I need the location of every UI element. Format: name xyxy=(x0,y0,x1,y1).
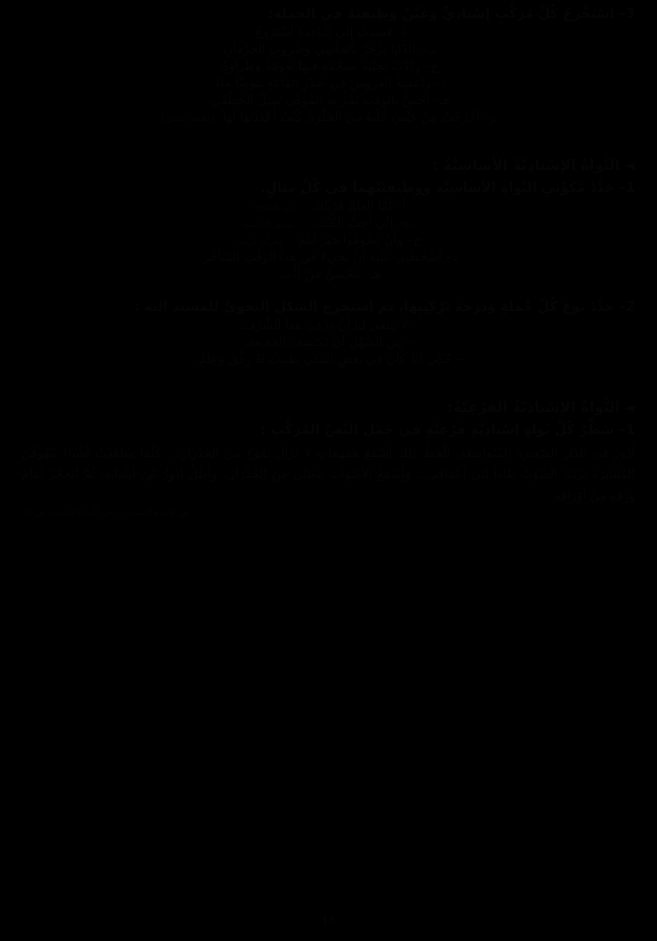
section-1-exercise-1-prompt: 1– حَدِّدْ مُكَوِّنَيِ النَّواةِ الأساسِيَّةِ ووظيفتَيْهِما في كُلِّ مثالٍ. xyxy=(260,180,635,196)
section-2-passage: أدُورُ في الدَّارِ الصَّغِيرَةِ المُتَواضِعَةِ، ألْحَظُ ذَلِكَ أسْمَعُ هَمَهَمَاتٍ لاَ تَزَالُ تَقْوَحُ مِنَ الجُدْرَانِ... كُلَّمَا شَاهَدْتُ أشْيَاءَ يَنْهُوفُنَ المُتَناثِرَةَ يَزْدَادُ الصَّوْتُ نَفَاذاً إلى أعْمَاقِي... وَأسْمَعُ الأصْوَاتَ تَتَعَالَى مِنَ الجُدْرَانِ، وَأظَلُّ أدُورُ بَيْنَ أشْيائِهِ، ثُمَّ أتَحَجَّرُ أمَامَ وَرَقَةٍ مِنْ أوْرَاقِهِ. xyxy=(22,445,635,503)
item-label: ب– xyxy=(419,41,438,56)
s1e1-item-b xyxy=(22,215,635,230)
item-attribution: (توفيق الحكيم) xyxy=(241,220,299,230)
s1e1-item-e xyxy=(22,266,635,281)
spacer xyxy=(22,368,635,384)
item-label: ب– xyxy=(397,215,416,230)
exercise-3-item-c xyxy=(22,58,635,73)
bullet-marker-icon: ◄ xyxy=(623,400,635,416)
section-2-heading xyxy=(22,400,635,416)
item-label: د– xyxy=(434,75,447,90)
section-2-exercise-1-block xyxy=(22,422,635,518)
bullet-marker-icon: ◄ xyxy=(623,158,635,174)
item-label: ج– xyxy=(407,232,422,247)
item-label: – xyxy=(412,317,419,332)
s1e2-item-1 xyxy=(22,317,635,332)
item-text: مِنَ السَّهْلِ أنْ تَكتَشِفَ الخَديعةَ. xyxy=(244,334,403,349)
item-attribution: (قرآن كريم) xyxy=(235,237,282,247)
item-text: أسْخَطَنِي عليه أنْ يجِيءَ في هذا الوَقْتِ المُتَأخِّرِ. xyxy=(199,249,442,264)
item-text: ردّدْتْ تَحِيَّتَهُ بِضَحْكَةٍ فيهَا نُعومَةٌ وطَراوَةٌ. xyxy=(218,58,421,73)
item-label: ج– xyxy=(424,58,439,73)
exercise-3-item-a xyxy=(22,24,635,39)
exercise-3-item-e xyxy=(22,92,635,107)
item-text: إنِّي أُحِبُّ الكُتُبَ. xyxy=(310,215,394,230)
section-2-exercise-1-prompt: 1– سَطِّرْ كُلَّ نَواةٍ إسْنادِيَّةٍ فَرْعِيَّةٍ في جُمَلِ النَّصِّ المُرَكَّبِ : xyxy=(260,422,635,438)
s1e1-item-a xyxy=(22,198,635,213)
spacer xyxy=(22,126,635,142)
item-text: راعِشَةُ العروسِ في صَدْرِ القاعةِ تتوضَّأُ ماءً. xyxy=(210,75,431,90)
item-text: مُحْسِنٌ مَنْ أُدُّبَ. xyxy=(276,266,361,281)
item-label: – xyxy=(406,334,413,349)
item-label: هـ– xyxy=(364,266,381,281)
item-label: أ– xyxy=(395,198,406,213)
item-text: الدُّنْيا تَزْخَرُ بِالمآسِي وضُروبِ الحِرْمانِ. xyxy=(219,41,416,56)
item-label: – xyxy=(456,351,463,366)
item-text: حُكِيَ أنَّهُ كانَ في بعضِ المدنِ طبيبٌ لهُ رِفْقٌ وَعِلْمٌ. xyxy=(194,351,453,366)
section-2-passage-source: من قاعدة السمان : رجل المرايا القديمة ص 26 xyxy=(22,507,189,518)
item-text: وأَنْ تَصُومُوا خَيْرٌ لَكُمْ. xyxy=(293,232,404,247)
item-text: أخْرَجْتُ مِنْ جَيْبِي عُلْبَةً مِنَ الحَلْوى كُنْتُ أُعْدَدْتُهَا لَهَا. xyxy=(218,109,480,124)
section-2-heading-text: النَّواةُ الإسْنادِيَّةُ الفَرْعِيَّةُ: xyxy=(447,400,620,416)
item-text: أحسُّ بالوقتِ يَمُرُّ به المُوَقَّى تَمِيلُ الحُطْفَى. xyxy=(207,92,430,107)
item-label: أ– xyxy=(396,24,407,39)
section-1-heading-text: النَّواةُ الإسْنادِيَّةُ الأساسِيَّةُ : xyxy=(432,158,620,174)
page-number: 13 xyxy=(321,914,336,927)
s1e2-item-2 xyxy=(22,334,635,349)
section-1-exercise-2-block xyxy=(22,299,635,366)
item-text: قصدتُ إلى النافذةِ أسْتَرْوِحُ. xyxy=(250,24,393,39)
section-1-heading xyxy=(22,158,635,174)
item-label: هـ– xyxy=(433,92,450,107)
s1e1-item-c xyxy=(22,232,635,247)
item-label: د– xyxy=(445,249,458,264)
item-attribution: (ابن المقفع) xyxy=(251,203,298,213)
exercise-3-item-f xyxy=(22,109,635,124)
item-attribution: (محمود تيمور) xyxy=(160,114,215,124)
exercise-3-item-d xyxy=(22,75,635,90)
section-1-exercise-1-block xyxy=(22,180,635,281)
s1e2-item-3 xyxy=(22,351,635,366)
section-1-exercise-2-prompt: 2– حَدِّدْ نوعَ كُلِّ جُملةٍ وَدَرَجَةَ تَرْكِيبِهَا، ثم استخرج الشكلَ النحويَّ للمسندِ إليه : xyxy=(134,299,635,315)
item-text: أمَّا العِلمُ فَزَيِّنُكَ. xyxy=(309,198,392,213)
exercise-3-item-b xyxy=(22,41,635,56)
exercise-3-prompt: 3– اسْتَخْرِجْ كُلَّ مُرَكَّبٍ إسْنادِيٍّ وَعَيِّنْ وَظِيفَتَهُ في الجملة: xyxy=(268,6,635,22)
spacer xyxy=(22,283,635,299)
s1e1-item-d xyxy=(22,249,635,264)
item-label: و– xyxy=(483,109,497,124)
exercise-3-block xyxy=(22,6,635,124)
item-text: لاَ ينبغي لنا أنْ ندَّعِيَ هذا الشَّرَفَ. xyxy=(238,317,409,332)
